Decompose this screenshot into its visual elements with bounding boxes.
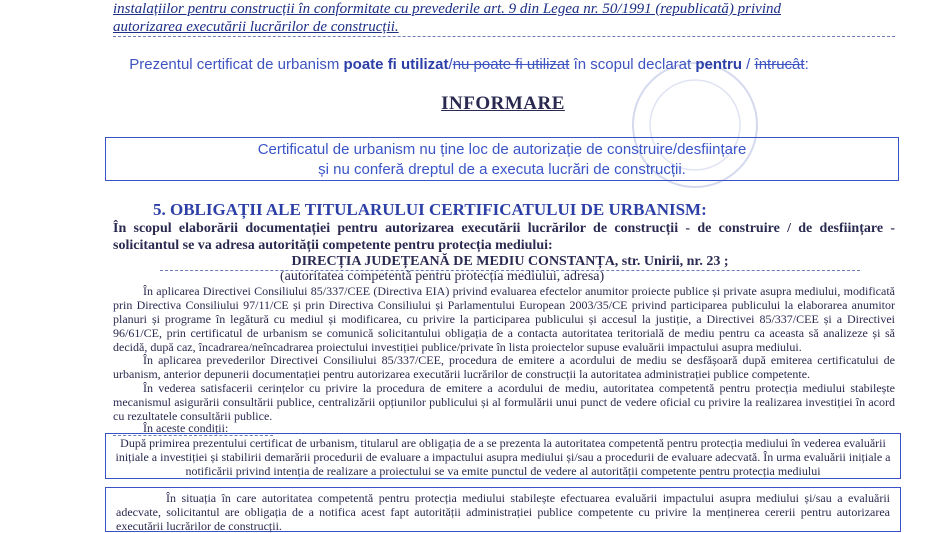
purpose-middle: în scopul declarat bbox=[569, 56, 696, 73]
previous-line-2-text: autorizarea executării lucrărilor de construcții. bbox=[113, 19, 399, 35]
purpose-reason-selected: pentru bbox=[695, 56, 743, 73]
paragraph-public-consultation: În vederea satisfacerii cerințelor cu privire la procedura de emitere a acordului de mediu, autoritatea competentă pentru protecția mediului stabilește mecanismul asigurării consultării publice, centralizării opțiunilor publicului și al formulării unui punct de vedere oficial cu privire la realizarea investiției în acord cu rezultatele consultării publice. bbox=[113, 381, 895, 423]
paragraph-procedure: În aplicarea prevederilor Directivei Consiliului 85/337/CEE, procedura de emitere a acordului de mediu se desfășoară după emiterea certificatului de urbanism, anterior depunerii documentației pentru autorizarea executării lucrărilor de construcții la autoritatea administrației publice competente. bbox=[113, 353, 895, 381]
purpose-separator: / bbox=[448, 56, 453, 73]
paragraph-eia-directive: În aplicarea Directivei Consiliului 85/337/CEE (Directiva EIA) privind evaluarea efectelor anumitor proiecte publice și private asupra mediului, modificată prin Directiva Consiliului 97/11/CE și prin Directiva Consiliului și Parlamentului European 2003/35/CE privind participarea publicului la elaborarea anumitor planuri și programe în legătură cu mediul și modificarea, cu privire la participarea publicului și accesul la justiție, a Directivei 85/337/CEE și a Directivei 96/61/CE, prin certificatul de urbanism se comunică solicitantului obligația de a contacta autoritatea teritorială de mediu pentru ca aceasta să analizeze și să decidă, după caz, încadrarea/neîncadrarea proiectului investiției publice/private în lista proiectelor supuse evaluării impactului asupra mediului. bbox=[113, 284, 895, 354]
conditions-label: În aceste condiții: bbox=[113, 421, 273, 436]
environment-authority: DIRECȚIA JUDEȚEANĂ DE MEDIU CONSTANȚA, str. Unirii, nr. 23 ; bbox=[160, 254, 860, 271]
information-box bbox=[105, 137, 899, 181]
purpose-prefix: Prezentul certificat de urbanism bbox=[129, 56, 344, 73]
section-5-title: 5. OBLIGAȚII ALE TITULARULUI CERTIFICATULUI DE URBANISM: bbox=[153, 200, 707, 219]
obligation-box-1-text: După primirea prezentului certificat de urbanism, titularul are obligația de a se prezenta la autoritatea competentă pentru protecția mediului în vederea evaluării inițiale a investiției și stabilirii demarării procedurii de evaluare a impactului asupra mediului și/sau a procedurii de evaluare adecvată. În urma evaluării inițiale a notificării privind intenția de realizare a proiectului se va emite punctul de vedere al autorității competente pentru protecția mediului bbox=[115, 436, 891, 478]
purpose-option-selected: poate fi utilizat bbox=[343, 56, 449, 73]
purpose-option-struck: nu poate fi utilizat bbox=[452, 56, 570, 73]
purpose-reason-separator: / bbox=[742, 56, 755, 73]
previous-section-text bbox=[113, 0, 895, 37]
authority-note: (autoritatea competentă pentru protecția mediului, adresa) bbox=[280, 269, 605, 284]
purpose-suffix: : bbox=[804, 56, 809, 73]
obligation-box-2-text: În situația în care autoritatea competentă pentru protecția mediului stabilește efectuarea evaluării impactului asupra mediului și/sau a evaluării adecvate, solicitantul are obligația de a notifica acest fapt autorității administrației publice competente cu privire la menținerea cererii pentru autorizarea executării lucrărilor de construcții. bbox=[116, 491, 890, 533]
obligation-box-notification bbox=[105, 487, 901, 532]
information-line-1: Certificatul de urbanism nu ține loc de autorizație de construire/desființare bbox=[257, 141, 747, 158]
section-5-subtitle: În scopul elaborării documentației pentru autorizarea executării lucrărilor de construcții - de construire / de desființare - solicitantul se va adresa autorității competente pentru protecția mediului: bbox=[113, 221, 895, 253]
certificate-purpose-line bbox=[0, 56, 938, 73]
purpose-reason-struck: întrucât bbox=[754, 56, 805, 73]
information-line-2: și nu conferă dreptul de a executa lucrări de construcții. bbox=[318, 161, 686, 178]
previous-line-1: instalațiilor pentru construcții în conformitate cu prevederile art. 9 din Legea nr. 50/1991 (republicată) privind bbox=[113, 1, 781, 17]
information-heading: INFORMARE bbox=[441, 93, 565, 114]
obligation-box-initial-evaluation bbox=[105, 433, 901, 479]
previous-line-2 bbox=[113, 18, 895, 37]
